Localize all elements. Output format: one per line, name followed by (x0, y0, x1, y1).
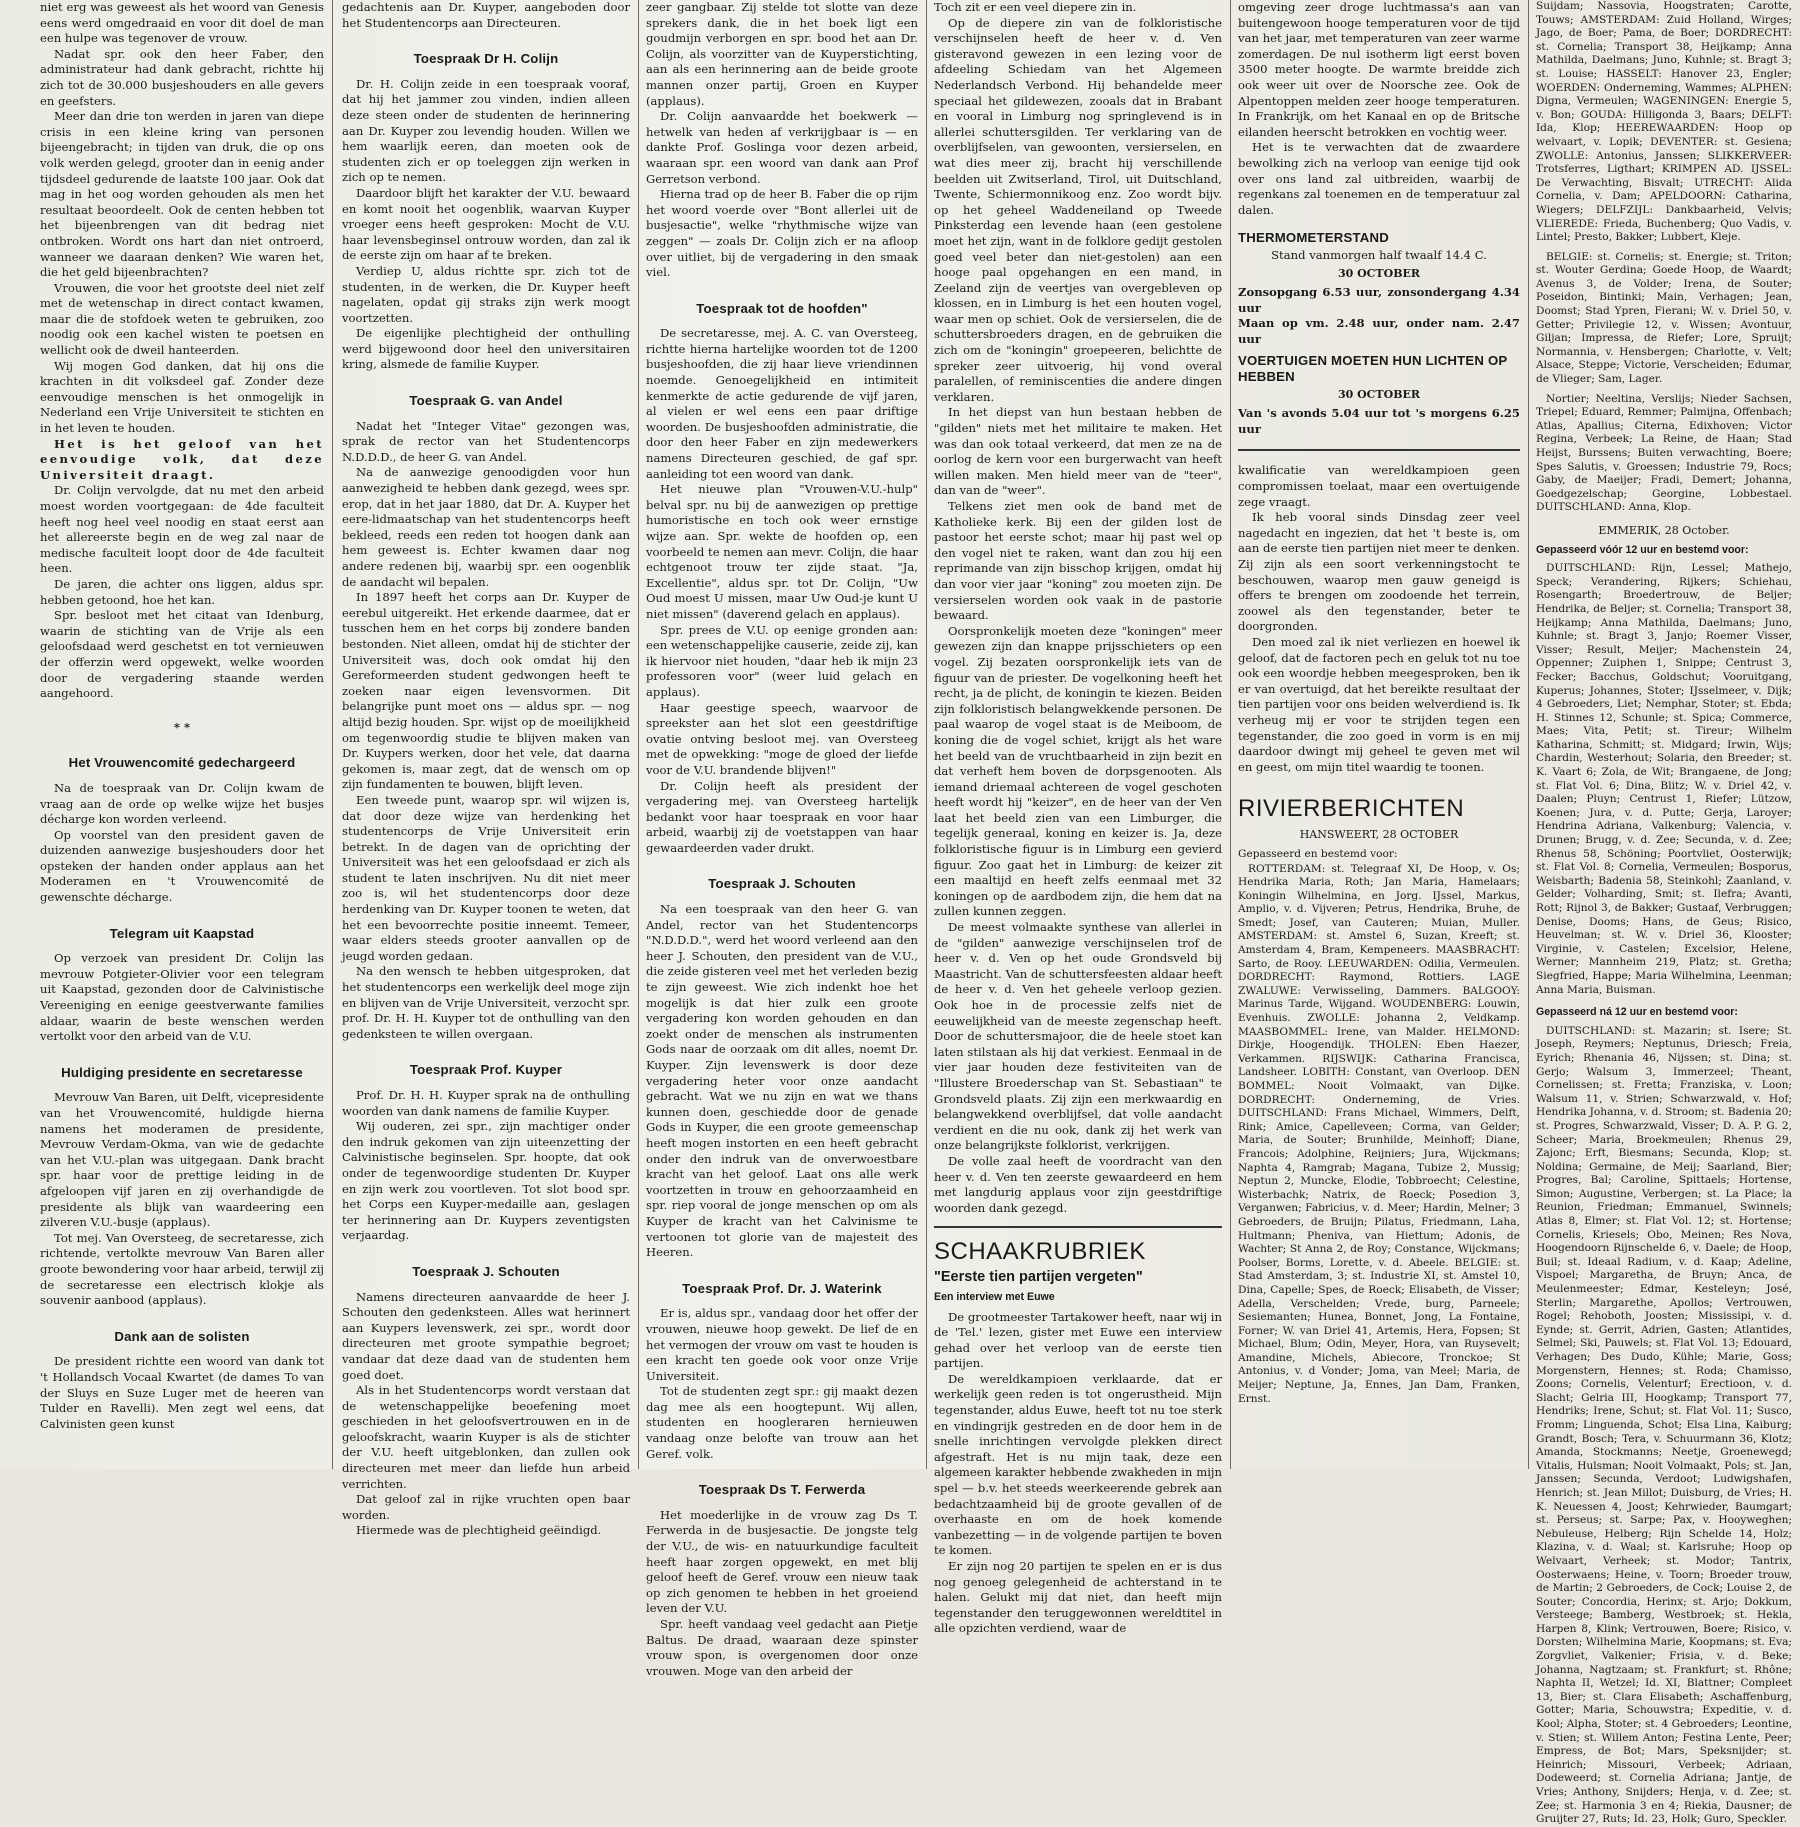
paragraph: De jaren, die achter ons liggen, aldus spr. hebben getoond, hoe het kan. (40, 576, 324, 607)
paragraph: Dr. Colijn aanvaardde het boekwerk — hetwelk van heden af verkrijgbaar is — en dankte Prof. Goslinga voor dezen arbeid, waaraan spr. een woord van dank aan Prof Gerretson verbond. (646, 109, 918, 186)
paragraph: Vrouwen, die voor het grootste deel niet zelf met de wetenschap in direct contact kwamen, maar die de stofdoek weten te gebruiken, zoo noodig ook een kachel wisten te poetsen en wellicht ook de dweil hanteerden. (40, 280, 324, 358)
dateline: 30 OCTOBER (1337, 387, 1421, 401)
column-rule (638, 0, 639, 1469)
paragraph: Gepasseerd en bestemd voor: (1238, 847, 1398, 860)
column-6 (1536, 0, 1792, 1826)
paragraph: Op de diepere zin van de folkloristische verschijnselen heeft de heer v. d. Ven gisteravond gewezen in een lezing voor de afdeeling Schiedam van het Algemeen Nederlandsch Verbond. Hij behandelde meer speciaal het gildewezen, zooals dat in Brabant en vooral in Limburg nog springlevend is in allerlei schuttersgilden. Ter verklaring van de overblijfselen, van gewoonten, versierselen, en wat dies meer zij, bracht hij verschillende beelden uit Zwitserland, Tirol, uit Duitschland, Twente, Schiermonnikoog enz. Zoo wordt bijv. op het geheel Waddeneiland op Tweede Pinksterdag een levende haan (een gestolene moet het zijn, want in de folklore gedijt gestolen goed veel beter dan niet-gestolen) aan een hooge paal opgehangen en een mand, in Zeeland zijn de veertjes van overgebleven op klossen, en in Limburg is het een houten vogel, waar men op schiet. Ook de versierselen, die de schuttersbroeders dragen, en de gebruiken die zich om de "koningin" groepeeren, belichtte de spreker zeer uitvoerig, hij vond overal paralellen, of reminiscenties die andere dingen verklaren. (934, 15, 1222, 404)
lights-heading: VOERTUIGEN MOETEN HUN LICHTEN OP HEBBEN (1238, 353, 1508, 385)
paragraph: Dr. H. Colijn zeide in een toespraak vooraf, dat hij het jammer zou vinden, indien alleen deze steen onder de studenten de herinnering aan Dr. Kuyper zou levendig houden. Willen we hem waarlijk eeren, dan moeten ook de studenten zich er op toeleggen zijn werken in zich op te nemen. (342, 76, 630, 185)
paragraph: zeer gangbaar. Zij stelde tot slotte van deze sprekers dank, die in het boek ligt een goudmijn verborgen en spr. bood het aan Dr. Colijn, als voorzitter van de Kuyperstichting, aan als een herinnering aan de beide groote mannen onzer partij, Groen en Kuyper (applaus). (646, 0, 918, 108)
paragraph: Prof. Dr. H. H. Kuyper sprak na de onthulling woorden van dank namens de familie Kuyper. (342, 1088, 630, 1118)
dateline: 30 OCTOBER (1337, 266, 1421, 280)
column-5 (1238, 0, 1520, 1469)
list-item: DUITSCHLAND: Rijn, Lessel; Mathejo, Speck; Verandering, Rijkers; Schiehau, Rosengarth; Broedertrouw, de Beljer; Hendrika, de Beljer; st. Cornelia; Transport 38, Heijkamp; Anna Mathilda, Daelmans; Juno, Kuhnle; st. Bragt 3, Janjo; Roemer Visser, Visser; Result, Meijer; Machenstein 24, Oppenner; Zuiphen 1, Snippe; Centrust 3, Fecker; Bacchus, Goldschut; Vooruitgang, Kuperus; Johannes, Stoter; IJsselmeer, v. Dijk; 4 Gebroeders, Liet; Nemphar, Stoter; st. Ebda; H. Stinnes 12, Schunle; st. Spica; Commerce, Maes; Vita, Petit; st. Tireur; Wilhelm Katharina, Schmitt; st. Midgard; Irwin, Wijs; Chardin, Westerhout; Solaria, den Breeder; st. K. Vaart 6; Zola, de Wit; Brangaene, de Jong; st. Flat Vol. 6; Dina, Blitz; W. v. Driel 42, v. Daalen; Pluyn; Centrust 1, Riefer; Lützow, Koenen; Jura, v. d. Putte; Gerja, Laroyer; Hendrina Adriana, Valkenburg; Valencia, v. Drunen; Brugg, v. d. Zee; Secunda, v. d. Zee; Rhenus 58, Schöning; Poortvliet, Oosterwijk; st. Flat Vol. 8; Cornelia, Vermeulen; Bosporus, Weisbarth; Badenia 58, Steinkohl; Zaanland, v. Gelder; Volharding, Smit; st. Ilefra; Avanti, Rott; Rijnol 3, de Bakker; Gustaaf, Verbruggen; Denise, Dooms; Hans, de Geus; Risico, Heuvelman; st. W. v. Driel 36, Klooster; Virginie, v. Castelen; Excelsior, Helene, Werner; Mannheim 219, Platz; st. Gretha; Siegfried, Happe; Maria Wilhelmina, Leenman; Anna Maria, Buisman. (1536, 562, 1792, 996)
paragraph: niet erg was geweest als het woord van Genesis eens werd omgedraaid en voor dit doel de man een hulpe was tegenover de vrouw. (40, 0, 324, 46)
article-subheadline: Een interview met Euwe (934, 1290, 1055, 1303)
paragraph: Dr. Colijn vervolgde, dat nu met den arbeid moest worden voortgegaan: de 4de faculteit heeft nog heel veel noodig en staat eerst aan het allereerste begin en de weg zal naar de medische faculteit loopt door de 4de faculteit heen. (40, 483, 324, 576)
section-heading: Toespraak tot de hoofden" (696, 300, 868, 316)
list-item: BELGIE: st. Cornelis; st. Energie; st. Triton; st. Wouter Gerdina; Goede Hoop, de Waardt; Avenus 3, de Volder; Irena, de Souter; Poseidon, Bintinki; Main, Verhagen; Jean, Doomst; Stad Ypren, Fierani; W. v. Driel 50, v. Getter; Privilegie 12, v. Wissen; Avontuur, Giljan; Impressa, de Riefer; Lore, Spruijt; Normannia, v. Hensbergen; Charlotte, v. Velt; Alsace, Steppe; Victorie, Verscheiden; Edumar, de Vlieger; Sam, Lager. (1536, 250, 1792, 386)
column-1 (40, 0, 324, 1469)
paragraph: Daardoor blijft het karakter der V.U. bewaard en komt nooit het oogenblik, waarvan Kuyper vroeger eens heeft gesproken: Mocht de V.U. haar levensbeginsel ontrouw worden, dan zal ik de eerste zijn om haar af te breken. (342, 185, 630, 263)
paragraph: Op verzoek van president Dr. Colijn las mevrouw Potgieter-Olivier voor een telegram uit Kaapstad, gezonden door de Calvinistische Vereeniging en eenige geestverwante families aldaar, waarin de beste wenschen werden vertolkt voor den arbeid van de V.U. (40, 951, 324, 1044)
paragraph: Na een toespraak van den heer G. van Andel, rector van het Studentencorps "N.D.D.D.", werd het woord verleend aan den heer J. Schouten, den president van de V.U., die zeide gisteren veel met het verleden bezig te zijn geweest. Wie zich indenkt hoe het mogelijk is dat hier zulk een groote vergadering kon worden gehouden en dan zoekt onder de menschen als instrumenten Gods naar de oorzaak om dit alles, noemt Dr. Kuyper. Zijn levenswerk is door deze vergadering heter voor onze aandacht gebracht. Wat we nu zijn en wat we thans kunnen doen, geschiedde door de genade Gods in Kuyper, die een groote gemeenschap heeft mogen instorten en een heeft gebracht onder den indruk van de onverwoestbare kracht van het geloof. Laat ons alle werk voortzetten in trouw en gehoorzaamheid en spr. riep vooral de jonge menschen op om als Kuyper de kracht van het Calvinisme te vertoonen tot glorie van de majesteit des Heeren. (646, 902, 918, 1260)
paragraph: Oorspronkelijk moeten deze "koningen" meer gewezen zijn dan knappe prijsschieters op een vogel. Zij bezaten oorspronkelijk iets van de figuur van de priester. De vogelkoning heeft het recht, ja de plicht, de koningin te kiezen. Beiden zijn folkloristisch belangwekkende personen. De paal waarop de vogel staat is de Meiboom, de koning die de vogel schiet, krijgt als het ware het beeld van de vruchtbaarheid in zijn bezit en dat verheft hem boven de dorpsgenooten. Als iemand driemaal achtereen de vogel geschoten heeft wordt hij "keizer", en de heer van der Ven laat het beeld zien van een Limburger, die tegelijk generaal, koning en keizer is. Ja, deze folkloristische figuur is in Limburg een gevierd figuur. Zoo gaat het in Limburg: de keizer zit een maaltijd en heeft zelfs eenmaal met 32 koningen op de aardbodem zijn, die hem dat na zullen kunnen zeggen. (934, 623, 1222, 919)
paragraph: Spr. besloot met het citaat van Idenburg, waarin de stichting van de Vrije als een geloofsdaad werd geschetst en tot vernieuwen der offerzin werd opgewekt, welke woorden door de vergadering staande werden aangehoord. (40, 608, 324, 701)
column-rule (1230, 0, 1231, 1469)
paragraph: Het nieuwe plan "Vrouwen-V.U.-hulp" belval spr. nu bij de aanwezigen op prettige humoristische en toch ook weer ernstige wijze aan. Spr. wekte de hoofden op, een voorbeeld te nemen aan mevr. Colijn, die haar echtgenoot trouw ter zijde staat. "Ja, Excellentie", aldus spr. tot Dr. Colijn, "Uw Oud moest U missen, maar Uw Oud-je kunt U niet missen" (daverend gelach en applaus). (646, 482, 918, 621)
column-2 (342, 0, 630, 1538)
article-headline: "Eerste tien partijen vergeten" (934, 1269, 1143, 1286)
paragraph: Ik heb vooral sinds Dinsdag zeer veel nagedacht en ingezien, dat het 't beste is, om aan de eerste tien partijen niet meer te denken. Zij zijn als een soort verkenningstocht te beschouwen, waarop men gauw geneigd is offers te brengen om zoodoende het terrein, zoowel als den tegenstander, beter te doorgronden. (1238, 510, 1520, 634)
section-heading: Huldiging presidente en secretaresse (61, 1064, 303, 1080)
paragraph: Tot de studenten zegt spr.: gij maakt dezen dag mee als een hoogtepunt. Wij allen, studenten en hoogleraren hernieuwen vandaag onze belofte van trouw aan het Geref. volk. (646, 1384, 918, 1461)
section-heading: Toespraak Prof. Dr. J. Waterink (682, 1280, 882, 1296)
moon-times: Maan op vm. 2.48 uur, onder nam. 2.47 uur (1238, 316, 1520, 346)
paragraph: Wij mogen God danken, dat hij ons die krachten in dit volksdeel gaf. Zonder deze eenvoudige menschen is het onmogelijk in Nederland een Vrije Universiteit te stichten en in het leven te houden. (40, 358, 324, 436)
paragraph: Nadat spr. ook den heer Faber, den administrateur had dank gebracht, richtte hij zich tot de 30.000 busjeshouders en alle gevers en geefsters. (40, 46, 324, 108)
paragraph: Er zijn nog 20 partijen te spelen en er is dus nog genoeg gelegenheid de achterstand in te halen. Gelukt mij dat niet, dan heeft mijn tegenstander den teruggewonnen wereldtitel in alle opzichten verdiend, waar de (934, 1559, 1222, 1636)
column-rule (926, 0, 927, 1469)
paragraph: Spr. heeft vandaag veel gedacht aan Pietje Baltus. De draad, waaraan deze spinster vrouw spon, is overgenomen door onze vrouwen. Moge van den arbeid der (646, 1617, 918, 1678)
paragraph: Tot mej. Van Oversteeg, de secretaresse, zich richtende, vertolkte mevrouw Van Baren aller groote bewondering voor haar arbeid, terwijl zij de secretaresse een electrisch klokje als souvenir aanbood (applaus). (40, 1230, 324, 1308)
dateline: HANSWEERT, 28 OCTOBER (1299, 828, 1459, 842)
section-title: SCHAAKRUBRIEK (934, 1238, 1146, 1266)
paragraph: Verdiep U, aldus richtte spr. zich tot de studenten, in de werken, die Dr. Kuyper heeft nagelaten, opdat gij straks zijn werk moogt voortzetten. (342, 263, 630, 325)
paragraph: omgeving zeer droge luchtmassa's aan van buitengewoon hooge temperaturen voor de tijd van het jaar, met temperaturen van zeer warme zomerdagen. De nul isotherm ligt eerst boven 3500 meter hoogte. De warmte breidde zich ook weer uit over de Noorsche zee. Ook de Alpentoppen melden zeer hooge temperaturen. In Frankrijk, om het Kanaal en op de Britsche eilanden heerscht betrokken en vochtig weer. (1238, 0, 1520, 139)
river-traffic-list (1536, 0, 1792, 515)
paragraph: De meest volmaakte synthese van allerlei in de "gilden" aanwezige verschijnselen trof de heer v. d. Ven op het oude Grondsveld bij Maastricht. Van de schuttersfeesten aldaar heeft de heer v. d. Ven het geheele verloop gezien. Ook hoe in de processie zelfs niet de eeuwelijkheid van de meeste zegenschap heeft. Door de schuttersmajoor, die de heele stoet kan laten stilstaan als hij dat verkiest. Eenmaal in de vier jaar houden deze festiviteiten van de "Illustere Broederschap van St. Sebastiaan" te Grondsveld plaats. Zij zijn een merkwaardig en belangwekkend overblijfsel, dat volle aandacht verdient en die nu ook, dank zij het werk van onze belangrijkste folklorist, verkrijgen. (934, 920, 1222, 1153)
column-4 (934, 0, 1222, 1636)
paragraph: Telkens ziet men ook de band met de Katholieke kerk. Bij een der gilden lost de pastoor het eerste schot; maar hij past wel op den vogel niet te raken, want dan zou hij een reprimande van zijn bisschop krijgen, omdat hij dan voor vier jaar "koning" zou moeten zijn. De versierselen worden ook vaak in de pastorie bewaard. (934, 499, 1222, 623)
thermometer-reading: Stand vanmorgen half twaalf 14.4 C. (1271, 247, 1487, 262)
paragraph: Na de aanwezige genoodigden voor hun aanwezigheid te hebben dank gezegd, wees spr. erop, dat in het jaar 1880, dat Dr. A. Kuyper het eere-lidmaatschap van het studentencorps heeft bekleed, reeds een reden tot hoogen dank aan hem geweest is. Echter kwamen daar nog andere redenen bij, waarbij spr. een oogenblik de aandacht wil bepalen. (342, 465, 630, 589)
section-heading: Telegram uit Kaapstad (109, 925, 255, 941)
paragraph: Haar geestige speech, waarvoor de spreekster aan het slot een geestdriftige ovatie ontving besloot mej. van Oversteeg met de opwekking: "moge de gloed der liefde voor de V.U. brandende blijven!" (646, 700, 918, 777)
paragraph: In 1897 heeft het corps aan Dr. Kuyper de eerebul uitgereikt. Het erkende daarmee, dat er tusschen hem en het corps bij zondere banden bestonden. Niet alleen, omdat hij de stichter der Universiteit was, doch ook omdat hij den Gereformeerden student gedwongen heeft te zoeken naar eigen levensvormen. Dit belangrijke punt moet ons — aldus spr. — nog altijd bezig houden. Spr. wijst op de moeilijkheid om tegenwoordig studie te blijven maken van Dr. Kuypers werken, door het vele, dat daarna gekomen is, maar zegt, dat de wensch om op zijn fundamenten te bouwen, blijft leven. (342, 590, 630, 792)
section-heading: Toespraak Ds T. Ferwerda (698, 1482, 866, 1498)
emphasis-paragraph: Het is het geloof van het eenvoudige volk, dat deze Universiteit draagt. (40, 436, 324, 482)
paragraph: kwalificatie van wereldkampioen geen compromissen toelaat, maar een overtuigende zege vraagt. (1238, 463, 1520, 509)
paragraph: Het moederlijke in de vrouw zag Ds T. Ferwerda in de busjesactie. De jongste telg der V.U., de wis- en natuurkundige faculteit heeft haar zorgen opgewekt, en met blij geloof heeft de Geref. vrouw een nieuw taak op zich genomen te hebben in het groeiend leven der V.U. (646, 1507, 918, 1616)
paragraph: Het is te verwachten dat de zwaardere bewolking zich na verloop van eenige tijd ook over ons land zal uitbreiden, waarbij de regenkans zal toenemen en de temperatuur zal dalen. (1238, 140, 1520, 217)
list-item: Nortier; Neeltina, Verslijs; Nieder Sachsen, Triepel; Eduard, Remmer; Palmijna, Offenbach; Atlas, Apallius; Citerna, Edixhoven; Victor Regina, Verbeek; La Reine, de Haan; Stad Heijst, Burssens; Buiten verwachting, Boere; Spes Salutis, v. Groessen; Industrie 79, Rocs; Gaby, de Maeijer; Fradi, Demert; Johanna, Goedgezelschap; Georgine, Lobbestael. DUITSCHLAND: Anna, Klop. (1536, 392, 1792, 514)
paragraph: Namens directeuren aanvaardde de heer J. Schouten den gedenksteen. Alles wat herinnert aan Kuypers levenswerk, zei spr., wordt door directeuren met groote sympathie begroet; vandaar dat deze daad van de studenten hem goed doet. (342, 1289, 630, 1382)
paragraph: De volle zaal heeft de voordracht van den heer v. d. Ven ten zeerste gewaardeerd en hem met langdurig applaus voor zijn geestdriftige woorden dank gezegd. (934, 1153, 1222, 1215)
paragraph: In het diepst van hun bestaan hebben de "gilden" niets met het militaire te maken. Het was dan ook totaal verkeerd, dat men ze na de oorlog de kern voor een burgerwacht van heeft willen maken. Men hield meer van de "teer", dan van de "weer". (934, 405, 1222, 498)
paragraph: Dat geloof zal in rijke vruchten open baar worden. (342, 1492, 630, 1522)
paragraph: Toch zit er een veel diepere zin in. (934, 0, 1137, 14)
list-heading: Gepasseerd ná 12 uur en bestemd voor: (1536, 1006, 1738, 1019)
dateline: EMMERIK, 28 October. (1598, 523, 1730, 537)
section-title: RIVIERBERICHTEN (1238, 795, 1465, 823)
section-heading: Dank aan de solisten (114, 1328, 250, 1344)
list-item: Suijdam; Nassovia, Hoogstraten; Carotte, Touws; AMSTERDAM: Zuid Holland, Wirges; Jago, de Boer; Pama, de Boer; DORDRECHT: st. Cornelia; Transport 38, Heijkamp; Anna Mathilda, Daelmans; Juno, Kuhnle; st. Bragt 3; st. Louise; HASSELT: Hanover 23, Engler; WOERDEN: Onderneming, Wammes; ALPHEN: Digna, Vermeulen; WAGENINGEN: Energie 5, v. Bon; GOUDA: Hilligonda 3, Baars; DELFT: Ida, Klop; HEEREWAARDEN: Hoop op welvaart, v. Lopik; DEVENTER: st. Gesiena; ZWOLLE: Antonius, Janssen; SLIKKERVEER: Trotsferres, Ligthart; KRIMPEN AD. IJSSEL: De Verwachting, Bisvalt; UTRECHT: Alida Cornelia, v. Dam; APELDOORN: Catharina, Wiegers; DELFZIJL: Dankbaarheid, Velvis; VLIEREDE: Frieda, Buchenberg; Quo Vadis, v. Lintel; Presto, Bakker; Lubbert, Kleje. (1536, 0, 1792, 244)
sun-times: Zonsopgang 6.53 uur, zonsondergang 4.34 uur (1238, 285, 1520, 315)
list-item: DUITSCHLAND: st. Mazarin; st. Isere; St. Joseph, Reymers; Neptunus, Driesch; Freia, Eyrich; Rhenania 46, Nijssen; st. Dina; st. Gerjo; Walsum 3, Immerzeel; Theant, Cornelissen; st. Fretta; Franziska, v. Loon; Walsum 11, v. Strien; Schwarzwald, v. Hof; Hendrika Johanna, v. d. Stroom; st. Badenia 20; st. Progres, Schwarzwald, Visser; D. A. P. G. 2, Scheer; Maria, Broekmeulen; Rhenus 29, Zajonc; Erft, Biesmans; Secunda, Klop; st. Noldina; Germaine, de Meij; Saarland, Bier; Progres, Bal; Caroline, Spittaels; Hortense, Simon; Augustine, Verbergen; st. La Place; la Reunion, Friedman; Emmanuel, Swinnels; Atlas 8, Elmer; st. Flat Vol. 12; st. Hortense; Cornelis, Kriesels; Obo, Meinen; Res Nova, Hoogendoorn Rijnschelde 6, v. Daele; de Hoop, Buil; st. Ideaal Radium, v. d. Kaap; Adeline, Vispoel; Margaretha, de Bruyn; Anca, de Meulenmeester; Edmar, Kesteleyn; José, Sterlin; Margarethe, Apollos; Vertrouwen, Rogel; Rehoboth, Joosten; Mississipi, v. d. Eynde; st. Gerrit, Adrien, Gasten; Atlantides, Selmel; Ski, Pauwels; st. Flat Vol. 13; Edouard, Verhagen; Des Dudo, Kühle; Marie, Goss; Morgenstern, Hennes; st. Roda; Chamisso, Zoons; Cornelis, Velenturf; Erectioon, v. d. Slacht; Gelria III, Hoogkamp; Transport 77, Hendriks; Irene, Schut; st. Flat Vol. 11; Susco, Fromm; Linguenda, Schot; Elsa Lina, Kaiburg; Grandt, Bosch; Tera, v. Schuurmann 36, Klotz; Amanda, Stockmanns; Neetje, Groenewegd; Vitalis, Hulsman; Nooit Volmaakt, Pols; st. Jan, Janssen; Secunda, Verdoot; Ludwigshafen, Henrich; st. Jean Millot; Duisburg, de Vries; H. K. Neuessen 4, Joost; Kehrwieder, Baumgart; st. Perseus; st. Sarpe; Pax, v. Hooyweghen; Nebuleuse, Helberg; Rijn Schelde 14, Holz; Klazina, v. d. Waal; st. Karlsruhe; Hoop op Welvaart, Verheek; st. Modor; Tantrix, Oosterwaens; Heine, v. Toorn; Broeder trouw, de Martin; 2 Gebroeders, de Cock; Louise 2, de Souter; Concordia, Herinx; st. Arjo; Dokkum, Versteege; Bamberg, Westbroek; st. Hekla, Harpen 8, Klink; Vertrouwen, Boere; Risico, v. Dorsten; Wilhelmina Marie, Koopmans; st. Eva; Zorgvliet, Valkenier; Frisia, v. d. Beke; Johanna, Nagtzaam; st. Frankfurt; st. Rhône; Naphta II, Wetzel; Id. XI, Blattner; Compleet 13, Bier; st. Clara Elisabeth; Aschaffenburg, Gotter; Maria, Schouwstra; Expeditie, v. d. Kool; Alpha, Stoter; st. 4 Gebroeders; Leontine, v. Stien; st. Willem Anton; Festina Lente, Peer; Empress, de Bot; Mars, Speksnijder; st. Heinrich; Missouri, Verbeek; Adriaan, Dodeweerd; st. Cornelia Adriana; Jantje, de Vries; Anthony, Snijders; Henja, v. d. Zee; st. Zee; st. Harmonia 3 en 4; Riekia, Dausner; de Gruijter 27, Ruts; Id. 23, Holk; Guro, Speckler. (1536, 1024, 1792, 1826)
paragraph: De wereldkampioen verklaarde, dat er werkelijk geen reden is tot ongerustheid. Mijn tegenstander, aldus Euwe, heeft tot nu toe sterk en vindingrijk gestreden en de door hem in de snelle inrichtingen vervolgde plekken direct afgestraft. Het is nu mijn taak, deze een algemeen karakter hebbende zwakheden in mijn spel — b.v. het steeds weerkeerende gebrek aan bedachtzaamheid bij de groote gevallen of de overhaaste en om de hoek komende vanbezetting — in de volgende partijen te boven te komen. (934, 1371, 1222, 1558)
section-heading: Toespraak J. Schouten (708, 876, 856, 892)
paragraph: gedachtenis aan Dr. Kuyper, aangeboden door het Studentencorps aan Directeuren. (342, 0, 630, 30)
paragraph: Na de toespraak van Dr. Colijn kwam de vraag aan de orde op welke wijze het busjes décharge kon worden verleend. (40, 780, 324, 827)
paragraph: Wij ouderen, zei spr., zijn machtiger onder den indruk gekomen van zijn uiteenzetting der Calvinistische beginselen. Spr. hoopte, dat ook onder de tegenwoordige studenten Dr. Kuyper en zijn werk zou voortleven. Tot slot bood spr. het Corps een Kuyper-medaille aan, geslagen ter herinnering aan Dr. Kuypers zeventigsten verjaardag. (342, 1119, 630, 1243)
paragraph: Mevrouw Van Baren, uit Delft, vicepresidente van het Vrouwencomité, huldigde hierna namens het moderamen de presidente, Mevrouw Verdam-Okma, van wie de gedachte van het V.U.-plan was uitgegaan. Dank bracht spr. haar voor de prettige leiding in de afgeloopen vijf jaren en zij overhandigde de presidente als blijk van waardeering een zilveren V.U.-busje (applaus). (40, 1090, 324, 1230)
river-traffic-list (1536, 1025, 1792, 1827)
paragraph: Dr. Colijn heeft als president der vergadering mej. van Oversteeg hartelijk bedankt voor haar toespraak en voor haar arbeid, waarbij zij de voetstappen van haar gewaardeerden vader drukt. (646, 778, 918, 855)
paragraph: Hierna trad op de heer B. Faber die op rijm het woord voerde over "Bont allerlei uit de busjesactie", welke "rhythmische wijze van zeggen" — zoals Dr. Colijn zich er na afloop over uitliet, bij de vergadering in den smaak viel. (646, 187, 918, 280)
paragraph: Hiermede was de plechtigheid geëindigd. (356, 1523, 602, 1538)
lighting-times: Van 's avonds 5.04 uur tot 's morgens 6.25 uur (1238, 406, 1520, 436)
thermometer-heading: THERMOMETERSTAND (1238, 230, 1389, 246)
list-item: ROTTERDAM: st. Telegraaf XI, De Hoop, v. Os; Hendrika Maria, Roth; Jan Maria, Hamelaars; Koningin Wilhelmina, en Jorg. IJssel, Markus, Amplio, v. d. Vijveren; Petrus, Hendrika, Bruhe, de Smedt; Josef, van Cauteren; Muian, Muller. AMSTERDAM: st. Amstel 6, Suzan, Kreeft; st. Amsterdam 4, Bram, Kempeneers. MAASBRACHT: Sarto, de Rooy. LEEUWARDEN: Odilia, Vermeulen. DORDRECHT: Raymond, Rottiers. LAGE ZWALUWE: Verwisseling, Dammers. BALGOOY: Marinus Tarde, Wijgand. WOUDENBERG: Louwin, Evenhuis. ZWOLLE: Johanna 2, Veldkamp. MAASBOMMEL: Irene, van Malder. HELMOND: Dirkje, Hoogendijk. THOLEN: Eben Haezer, Verkammen. RIJSWIJK: Catharina Francisca, Landsheer. LOBITH: Constant, van Overloop. DEN BOMMEL: Nooit Volmaakt, van Dijke. DORDRECHT: Onderneming, de Vries. DUITSCHLAND: Frans Michael, Wimmers, Delft, Rink; Amice, Capelleveen; Corma, van Gelder; Maria, de Souter; Brunhilde, Meinhoff; Diane, Francois; Adolphine, Reijniers; Jura, Wijckmans; Naphta 4, Ramgrab; Magana, Tubize 2, Mussig; Neptun 2, Muncke, Elodie, Tobbroecht; Celestine, Wisterbachk; Natrix, de Roeck; Posedion 3, Verganwen; Fabricius, v. d. Meer; Hardin, Melner; 3 Gebroeders, de Bruijn; Pilatus, Friedmann, Laha, Hultmann; Pheniva, van Hiettum; Adonis, de Wachter; St Anna 2, de Roy; Constance, Wijckmans; Poolser, Borms, Lorette, v. d. Abeele. BELGIE: st. Stad Amsterdam, 3; st. Industrie XI, st. Amstel 10, Dina, Capelle; Spes, de Roeck; Elisabeth, de Visser; Adella, Verschelden; Vrede, burg, Parneele; Sesiemanten; Hunea, Bonnet, Jong, La Fontaine, Forner; W. van Driel 41, Artemis, Hera, Fopsen; St Michael, Blum; Odin, Meyer, Hora, van Ruysevelt; Amandine, Michels, Abiecore, Tronckoe; St Antonius, v. d Vonder; Joma, van Meel; Maria, de Meijer; Neptune, Ja, Ennes, Jan Dam, Franken, Ernst. (1238, 862, 1520, 1405)
column-3 (646, 0, 918, 1678)
section-heading: Toespraak Dr H. Colijn (413, 51, 559, 67)
paragraph: Als in het Studentencorps wordt verstaan dat de wetenschappelijke beoefening moet geschieden in het geloofsvertrouwen en in de geloofskracht, waarin Kuyper is als de stichter der V.U. heeft uitgeblonken, dan zullen ook directeuren met meer dan liefde hun arbeid verrichten. (342, 1383, 630, 1491)
list-heading: Gepasseerd vóór 12 uur en bestemd voor: (1536, 543, 1749, 556)
column-rule (1528, 0, 1529, 1469)
paragraph: Den moed zal ik niet verliezen en hoewel ik geloof, dat de factoren pech en geluk tot nu toe ook een woordje hebben meegesproken, ben ik er van overtuigd, dat het bereikte resultaat der tien partijen voor ons beiden welverdiend is. Ik verheug mij er voor te strijden tegen een tegenstander, die zoo goed in vorm is en mij daardoor dwingt mij geheel te geven met wil en geest, om mijn titel waardig te toonen. (1238, 634, 1520, 774)
paragraph: Meer dan drie ton werden in jaren van diepe crisis in een kleine kring van personen bijeengebracht; in tijden van druk, die op ons volk werden gelegd, grooter dan in eenig ander tijdsdeel gedurende de laatste 100 jaar. Ook dat mag in het oog worden gehouden als men het resultaat beoordeelt. Ook de centen hebben tot het bijeenbrengen van dit bedrag niet ontbroken. Wordt ons hart dan niet ontroerd, wanneer we daaraan denken? Wie waren het, die het geld bijeenbrachten? (40, 109, 324, 280)
section-divider (1238, 449, 1520, 451)
paragraph: Op voorstel van den president gaven de duizenden aanwezige busjeshouders door het opsteken der handen onder applaus aan het Moderamen en 't Vrouwencomité de gewenschte décharge. (40, 827, 324, 905)
river-traffic-list (1536, 562, 1792, 997)
paragraph: De eigenlijke plechtigheid der onthulling werd bijgewoond door heel den universitairen kring, alsmede de familie Kuyper. (342, 326, 630, 372)
paragraph: Er is, aldus spr., vandaag door het offer der vrouwen, nieuwe hoop gewekt. De lief de en het vermogen der vrouw om vast te houden is een kracht ten goede ook voor onze Vrije Universiteit. (646, 1306, 918, 1383)
section-heading: Het Vrouwencomité gedechargeerd (68, 755, 296, 771)
section-heading: Toespraak J. Schouten (412, 1263, 560, 1279)
section-heading: Toespraak G. van Andel (409, 393, 563, 409)
river-traffic-list (1238, 863, 1520, 1407)
paragraph: Spr. prees de V.U. op eenige gronden aan: een wetenschappelijke causerie, zeide zij, kan ik hiervoor niet houden, "daar heb ik mijn 23 professoren voor" (weer luid gelach en applaus). (646, 622, 918, 699)
paragraph: Na den wensch te hebben uitgesproken, dat het studentencorps een werkelijk deel moge zijn en blijven van de Vrije Universiteit, verzocht spr. prof. Dr. H. H. Kuyper tot de onthulling van den gedenksteen te willen overgaan. (342, 964, 630, 1041)
paragraph: Nadat het "Integer Vitae" gezongen was, sprak de rector van het Studentencorps N.D.D.D., de heer G. van Andel. (342, 418, 630, 464)
section-divider (934, 1226, 1222, 1228)
paragraph: Een tweede punt, waarop spr. wil wijzen is, dat door deze wijze van herdenking het studentencorps de Vrije Universiteit erin betrekt. In de dagen van de oprichting der Universiteit was het een geloofsdaad er zich als student te laten inschrijven. Nu dit niet meer zoo is, wil het studentencorps door deze herdenking van Dr. Kuyper toonen te weten, dat het een bevoorrechte positie inneemt. Temeer, waar elders steeds grooter aanvallen op de jeugd worden gedaan. (342, 792, 630, 963)
column-rule (332, 0, 333, 1469)
paragraph: De president richtte een woord van dank tot 't Hollandsch Vocaal Kwartet (de dames To van der Sluys en Suze Luger met de heeren van Tulder en Ravelli). Men zegt wel eens, dat Calvinisten geen kunst (40, 1354, 324, 1431)
paragraph: De grootmeester Tartakower heeft, naar wij in de 'Tel.' lezen, gister met Euwe een interview gehad over het verloop van de eerste tien partijen. (934, 1309, 1222, 1371)
section-heading: Toespraak Prof. Kuyper (409, 1062, 563, 1078)
paragraph: De secretaresse, mej. A. C. van Oversteeg, richtte hierna hartelijke woorden tot de 1200 busjeshoofden, die zij haar lieve vriendinnen noemde. Genoegelijkheid en intimiteit kenmerkte de actie gedurende de vijf jaren, al vielen er wel eens een paar driftige woorden. De busjeshoofden administratie, die door den heer Faber en zijn medewerkers namens Directeuren geschied, de gaf spr. aanleiding tot een woord van dank. (646, 326, 918, 481)
section-divider: * * (173, 719, 191, 734)
